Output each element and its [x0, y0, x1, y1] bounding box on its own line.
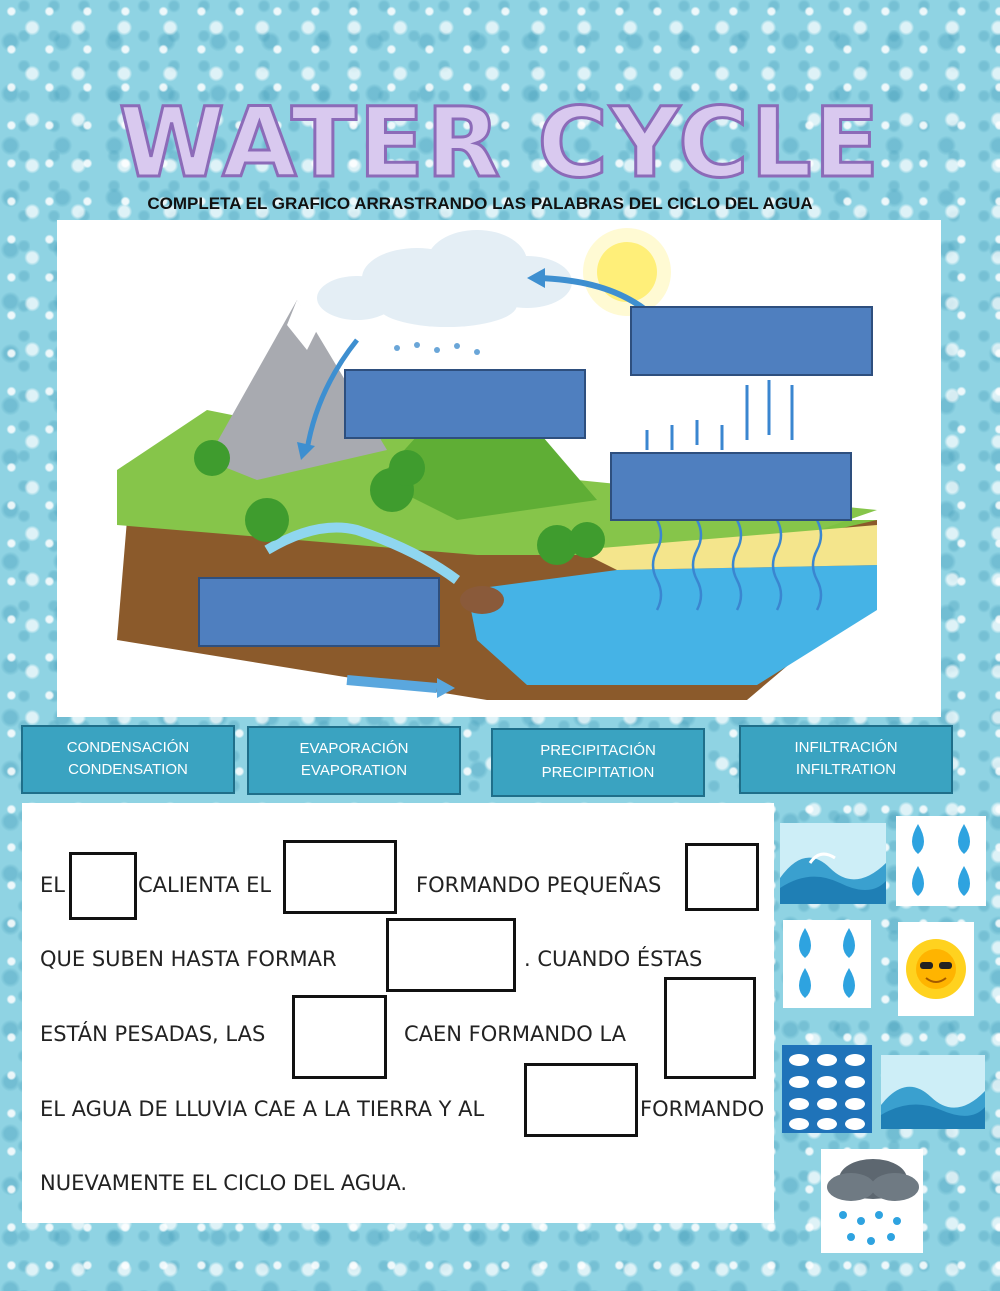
- sentence-text: NUEVAMENTE EL CICLO DEL AGUA.: [40, 1171, 408, 1195]
- word-card-evaporation[interactable]: [247, 726, 461, 795]
- lake-icon: [467, 565, 877, 685]
- drop-zone-right[interactable]: [610, 452, 852, 521]
- word-card-label-en: INFILTRATION: [795, 761, 897, 778]
- drop-zone-bottom-left[interactable]: [198, 577, 440, 647]
- clouds-icon: [782, 1045, 872, 1133]
- wave-icon: [881, 1055, 985, 1129]
- water-drops-icon: [896, 816, 986, 906]
- word-card-label-en: PRECIPITATION: [541, 764, 655, 781]
- wave-icon: [780, 823, 886, 904]
- word-card-label-es: PRECIPITACIÓN: [540, 742, 656, 759]
- water-cycle-diagram: [57, 220, 941, 717]
- answer-slot[interactable]: [685, 843, 759, 911]
- rain-cloud-tile[interactable]: [821, 1149, 923, 1253]
- sentence-text: FORMANDO PEQUEÑAS: [416, 873, 662, 897]
- clouds-grid-tile[interactable]: [782, 1045, 872, 1133]
- water-drops-icon: [783, 920, 871, 1008]
- word-card-condensation[interactable]: [21, 725, 235, 794]
- wave-tile[interactable]: [780, 823, 886, 904]
- sentence-text: QUE SUBEN HASTA FORMAR: [40, 947, 337, 971]
- sentence-text: . CUANDO ÉSTAS: [524, 947, 703, 971]
- rain-drops-icon: [394, 342, 480, 355]
- word-card-precipitation[interactable]: [491, 728, 705, 797]
- answer-slot[interactable]: [524, 1063, 638, 1137]
- sentence-text: FORMANDO: [640, 1097, 765, 1121]
- sentence-text: EL: [40, 873, 65, 897]
- rock-icon: [460, 586, 504, 614]
- word-card-label-es: CONDENSACIÓN: [66, 739, 190, 756]
- wave-tile[interactable]: [881, 1055, 985, 1129]
- sentence-text: EL AGUA DE LLUVIA CAE A LA TIERRA Y AL: [40, 1097, 485, 1121]
- page-title: WATER CYCLE: [118, 87, 882, 199]
- drop-zone-middle[interactable]: [344, 369, 586, 439]
- sentence-panel: [22, 803, 774, 1223]
- water-drops-tile[interactable]: [783, 920, 871, 1008]
- instructions: COMPLETA EL GRAFICO ARRASTRANDO LAS PALABRAS DEL CICLO DEL AGUA: [147, 194, 813, 213]
- sentence-text: ESTÁN PESADAS, LAS: [40, 1022, 266, 1046]
- answer-slot[interactable]: [664, 977, 756, 1079]
- drop-zone-top-right[interactable]: [630, 306, 873, 376]
- evaporation-arrows-icon: [647, 380, 792, 450]
- word-card-label-en: CONDENSATION: [68, 761, 188, 778]
- answer-slot[interactable]: [292, 995, 387, 1079]
- sentence-text: CAEN FORMANDO LA: [404, 1022, 626, 1046]
- answer-slot[interactable]: [69, 852, 137, 920]
- word-card-label-es: INFILTRACIÓN: [794, 739, 898, 756]
- sun-tile[interactable]: [898, 922, 974, 1016]
- sun-icon: [898, 922, 974, 1016]
- water-drops-tile[interactable]: [896, 816, 986, 906]
- answer-slot[interactable]: [283, 840, 397, 914]
- word-card-label-en: EVAPORATION: [300, 762, 408, 779]
- word-card-label-es: EVAPORACIÓN: [299, 740, 409, 757]
- answer-slot[interactable]: [386, 918, 516, 992]
- sentence-text: CALIENTA EL: [138, 873, 272, 897]
- word-card-infiltration[interactable]: [739, 725, 953, 794]
- rain-cloud-icon: [821, 1149, 923, 1253]
- sun-icon: [583, 228, 671, 316]
